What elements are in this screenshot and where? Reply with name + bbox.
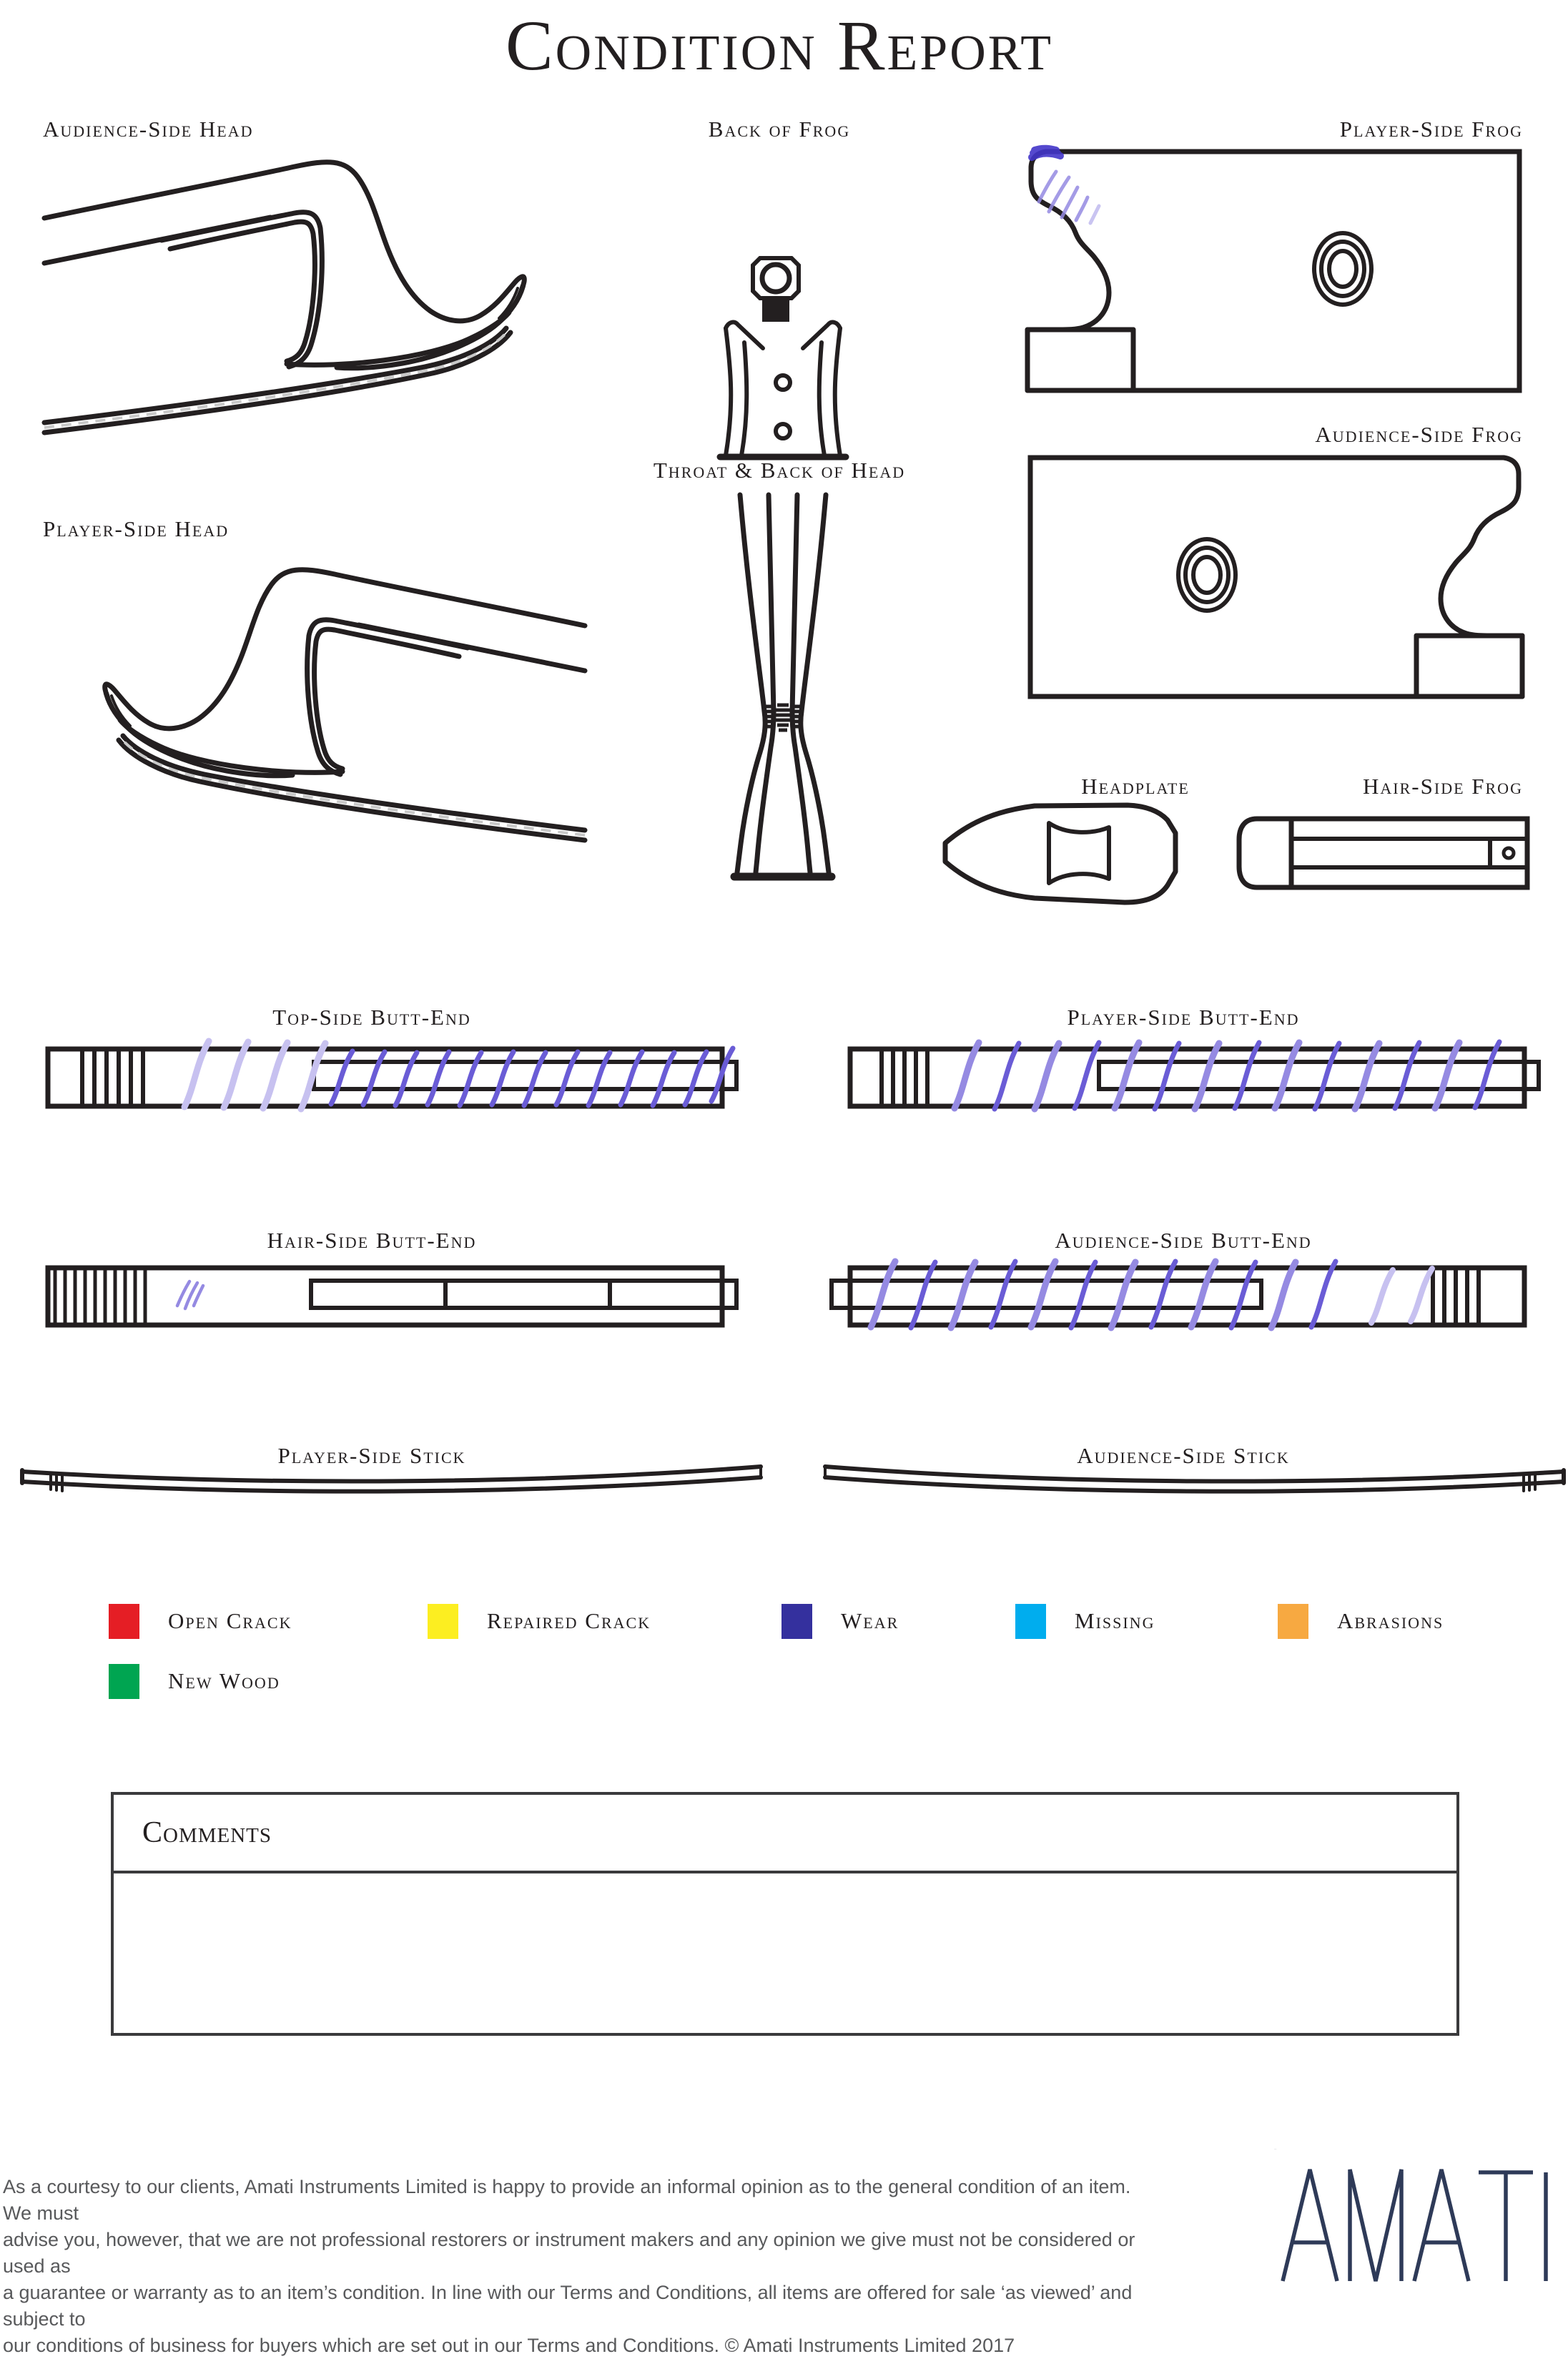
wear-swatch [781, 1604, 812, 1639]
disclaimer-line: advise you, however, that we are not professional restorers or instrument makers and any opinion we give must not be considered or used as [3, 2229, 1135, 2277]
audience-side-head-diagram [43, 147, 586, 454]
throat-back-of-head-diagram [719, 493, 847, 883]
stick-outline [825, 1467, 1564, 1492]
label-hair-side-butt-end: Hair-Side Butt-End [267, 1228, 477, 1253]
comments-header [114, 1795, 1456, 1873]
label-audience-side-stick: Audience-Side Stick [1077, 1443, 1290, 1468]
label-player-side-butt-end: Player-Side Butt-End [1067, 1005, 1300, 1030]
player-side-frog-diagram [1025, 146, 1525, 396]
label-hair-side-frog: Hair-Side Frog [1363, 774, 1523, 799]
comments-title: Comments [142, 1816, 272, 1849]
legend-item-repaired-crack [428, 1603, 651, 1639]
hair-side-frog-diagram [1236, 815, 1530, 891]
comments-box [111, 1792, 1459, 2036]
missing-swatch [1015, 1604, 1046, 1639]
legend-item-missing [1015, 1603, 1155, 1639]
abrasions-swatch [1278, 1604, 1308, 1639]
repaired-crack-swatch [428, 1604, 458, 1639]
new-wood-swatch [109, 1664, 139, 1699]
frog-outline [1030, 458, 1522, 696]
wear-annotation [955, 1042, 1499, 1109]
amati-logo [1274, 2149, 1553, 2287]
stick-outline [22, 1467, 761, 1492]
player-side-stick-diagram [18, 1460, 765, 1503]
open-crack-swatch [109, 1604, 139, 1639]
label-audience-side-butt-end: Audience-Side Butt-End [1055, 1228, 1312, 1253]
label-back-of-frog: Back of Frog [708, 117, 851, 142]
audience-side-stick-diagram [821, 1460, 1568, 1503]
bow-head-outline [105, 570, 585, 840]
top-side-butt-end-diagram [45, 1044, 728, 1111]
hair-side-butt-end-diagram [45, 1263, 728, 1330]
bow-head-outline [44, 162, 524, 433]
legend-label: Repaired Crack [487, 1608, 651, 1633]
back-of-frog-diagram [719, 254, 847, 461]
legend-label: New Wood [168, 1668, 280, 1693]
amati-logo-text: AMATI [1274, 2149, 1277, 2150]
label-throat-back-of-head: Throat & Back of Head [653, 458, 906, 483]
wear-annotation [1032, 149, 1099, 223]
legend-item-open-crack [109, 1603, 292, 1639]
page-title: Condition Report [505, 6, 1054, 85]
label-player-side-frog: Player-Side Frog [1339, 117, 1523, 142]
disclaimer-line: As a courtesy to our clients, Amati Instruments Limited is happy to provide an informal opinion as to the general condition of an item. We must [3, 2176, 1131, 2224]
mortise-marks [763, 705, 803, 730]
label-top-side-butt-end: Top-Side Butt-End [272, 1005, 471, 1030]
audience-side-butt-end-diagram [828, 1263, 1530, 1330]
label-player-side-head: Player-Side Head [43, 516, 230, 541]
disclaimer-line: a guarantee or warranty as to an item’s condition. In line with our Terms and Conditions, all items are offered for sale ‘as viewed’ and subject to [3, 2282, 1133, 2330]
legend-item-abrasions [1278, 1603, 1444, 1639]
audience-side-frog-diagram [1025, 452, 1525, 702]
player-side-butt-end-diagram [847, 1044, 1530, 1111]
legend-label: Abrasions [1337, 1608, 1444, 1633]
legend-item-new-wood [109, 1663, 280, 1699]
disclaimer-text [3, 2174, 1147, 2359]
label-headplate: Headplate [1081, 774, 1190, 799]
frog-outline [1027, 152, 1519, 390]
headplate-diagram [940, 799, 1180, 906]
wear-annotation [871, 1261, 1432, 1328]
disclaimer-line: our conditions of business for buyers which are set out in our Terms and Conditions. © Amati Instruments Limited 2017 [3, 2335, 1015, 2356]
legend-label: Missing [1075, 1608, 1155, 1633]
legend-label: Wear [841, 1608, 899, 1633]
legend-label: Open Crack [168, 1608, 292, 1633]
label-audience-side-frog: Audience-Side Frog [1315, 422, 1523, 447]
wear-annotation [177, 1281, 203, 1309]
player-side-head-diagram [43, 554, 586, 862]
comments-field[interactable] [114, 1873, 1456, 2033]
legend-item-wear [781, 1603, 899, 1639]
label-player-side-stick: Player-Side Stick [277, 1443, 466, 1468]
label-audience-side-head: Audience-Side Head [43, 117, 254, 142]
